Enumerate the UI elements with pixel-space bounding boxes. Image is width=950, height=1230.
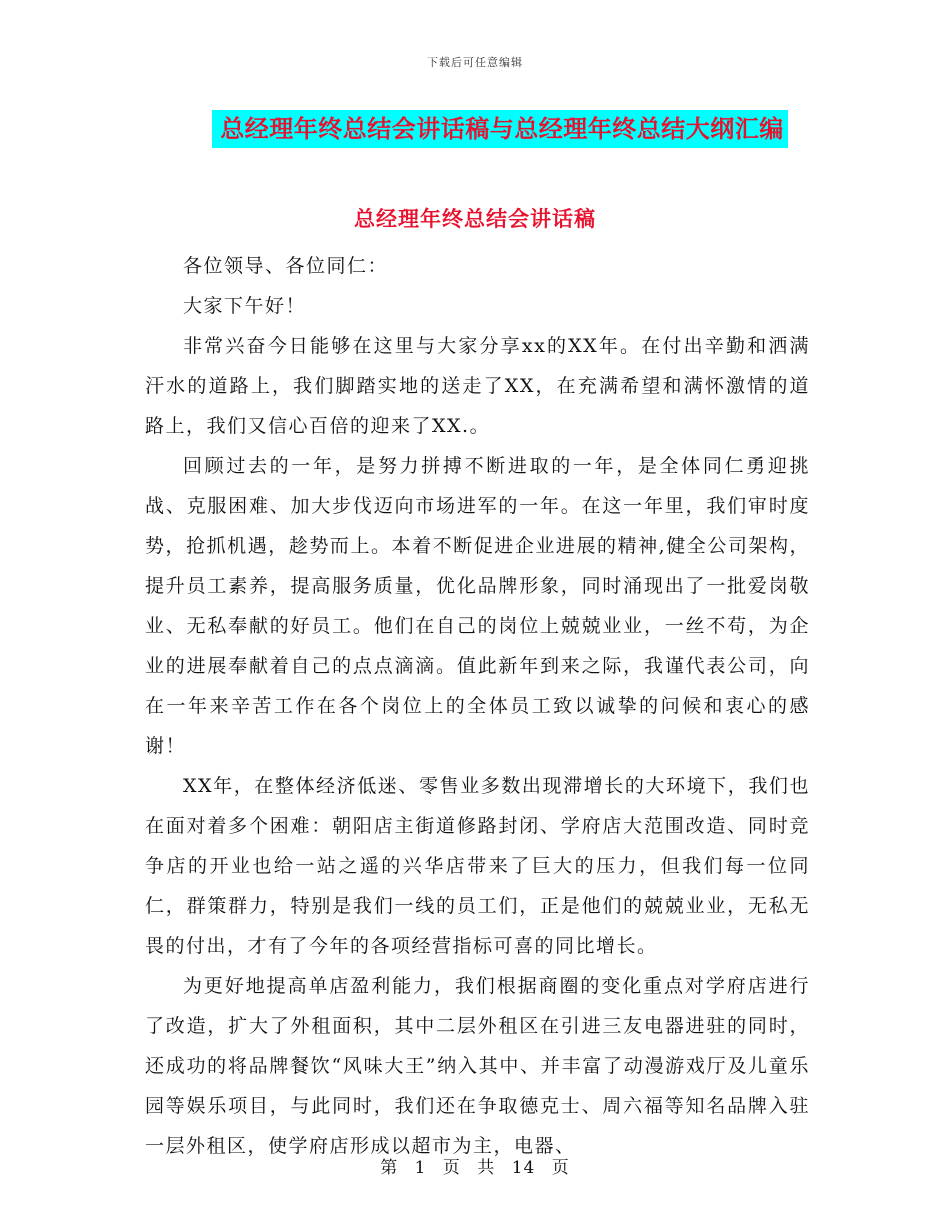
page-footer — [0, 1153, 950, 1178]
paragraph-salutation: 各位领导、各位同仁： — [183, 255, 389, 277]
header-note: 下载后可任意编辑 — [427, 56, 523, 69]
paragraph: 非常兴奋今日能够在这里与大家分享xx的XX年。在付出辛勤和洒满汗水的道路上，我们脚踏实地的送走了XX，在充满希望和满怀激情的道路上，我们又信心百倍的迎来了XX.。 — [145, 335, 810, 437]
footer-page-prefix: 第 — [380, 1158, 399, 1178]
footer-total-unit: 页 — [551, 1158, 570, 1178]
paragraph-greeting: 大家下午好！ — [183, 295, 307, 317]
document-title: 总经理年终总结会讲话稿与总经理年终总结大纲汇编 — [212, 110, 788, 148]
footer-page-unit: 页 — [442, 1158, 461, 1178]
footer-total-prefix: 共 — [477, 1158, 496, 1178]
document-title-block — [0, 110, 950, 148]
paragraph: XX年，在整体经济低迷、零售业多数出现滞增长的大环境下，我们也在面对着多个困难：朝阳店主街道修路封闭、学府店大范围改造、同时竞争店的开业也给一站之遥的兴华店带来了巨大的压力，但我们每一位同仁，群策群力，特别是我们一线的员工们，正是他们的兢兢业业，无私无畏的付出，才有了今年的各项经营指标可喜的同比增长。 — [145, 775, 810, 957]
paragraph: 为更好地提高单店盈利能力，我们根据商圈的变化重点对学府店进行了改造，扩大了外租面积，其中二层外租区在引进三友电器进驻的同时，还成功的将品牌餐饮“风味大王”纳入其中、并丰富了动漫游戏厅及儿童乐园等娱乐项目，与此同时，我们还在争取德克士、周六福等知名品牌入驻一层外租区，使学府店形成以超市为主，电器、 — [145, 975, 810, 1157]
footer-total-pages: 14 — [511, 1158, 536, 1178]
paragraph: 回顾过去的一年，是努力拼搏不断进取的一年，是全体同仁勇迎挑战、克服困难、加大步伐迈向市场进军的一年。在这一年里，我们审时度势，抢抓机遇，趁势而上。本着不断促进企业进展的精神,健全公司架构，提升员工素养，提高服务质量，优化品牌形象，同时涌现出了一批爱岗敬业、无私奉献的好员工。他们在自己的岗位上兢兢业业，一丝不苟，为企业的进展奉献着自己的点点滴滴。值此新年到来之际，我谨代表公司，向在一年来辛苦工作在各个岗位上的全体员工致以诚挚的问候和衷心的感谢！ — [145, 455, 810, 757]
footer-page-number: 1 — [414, 1158, 427, 1178]
document-body — [145, 246, 810, 1166]
section-title: 总经理年终总结会讲话稿 — [354, 207, 596, 231]
